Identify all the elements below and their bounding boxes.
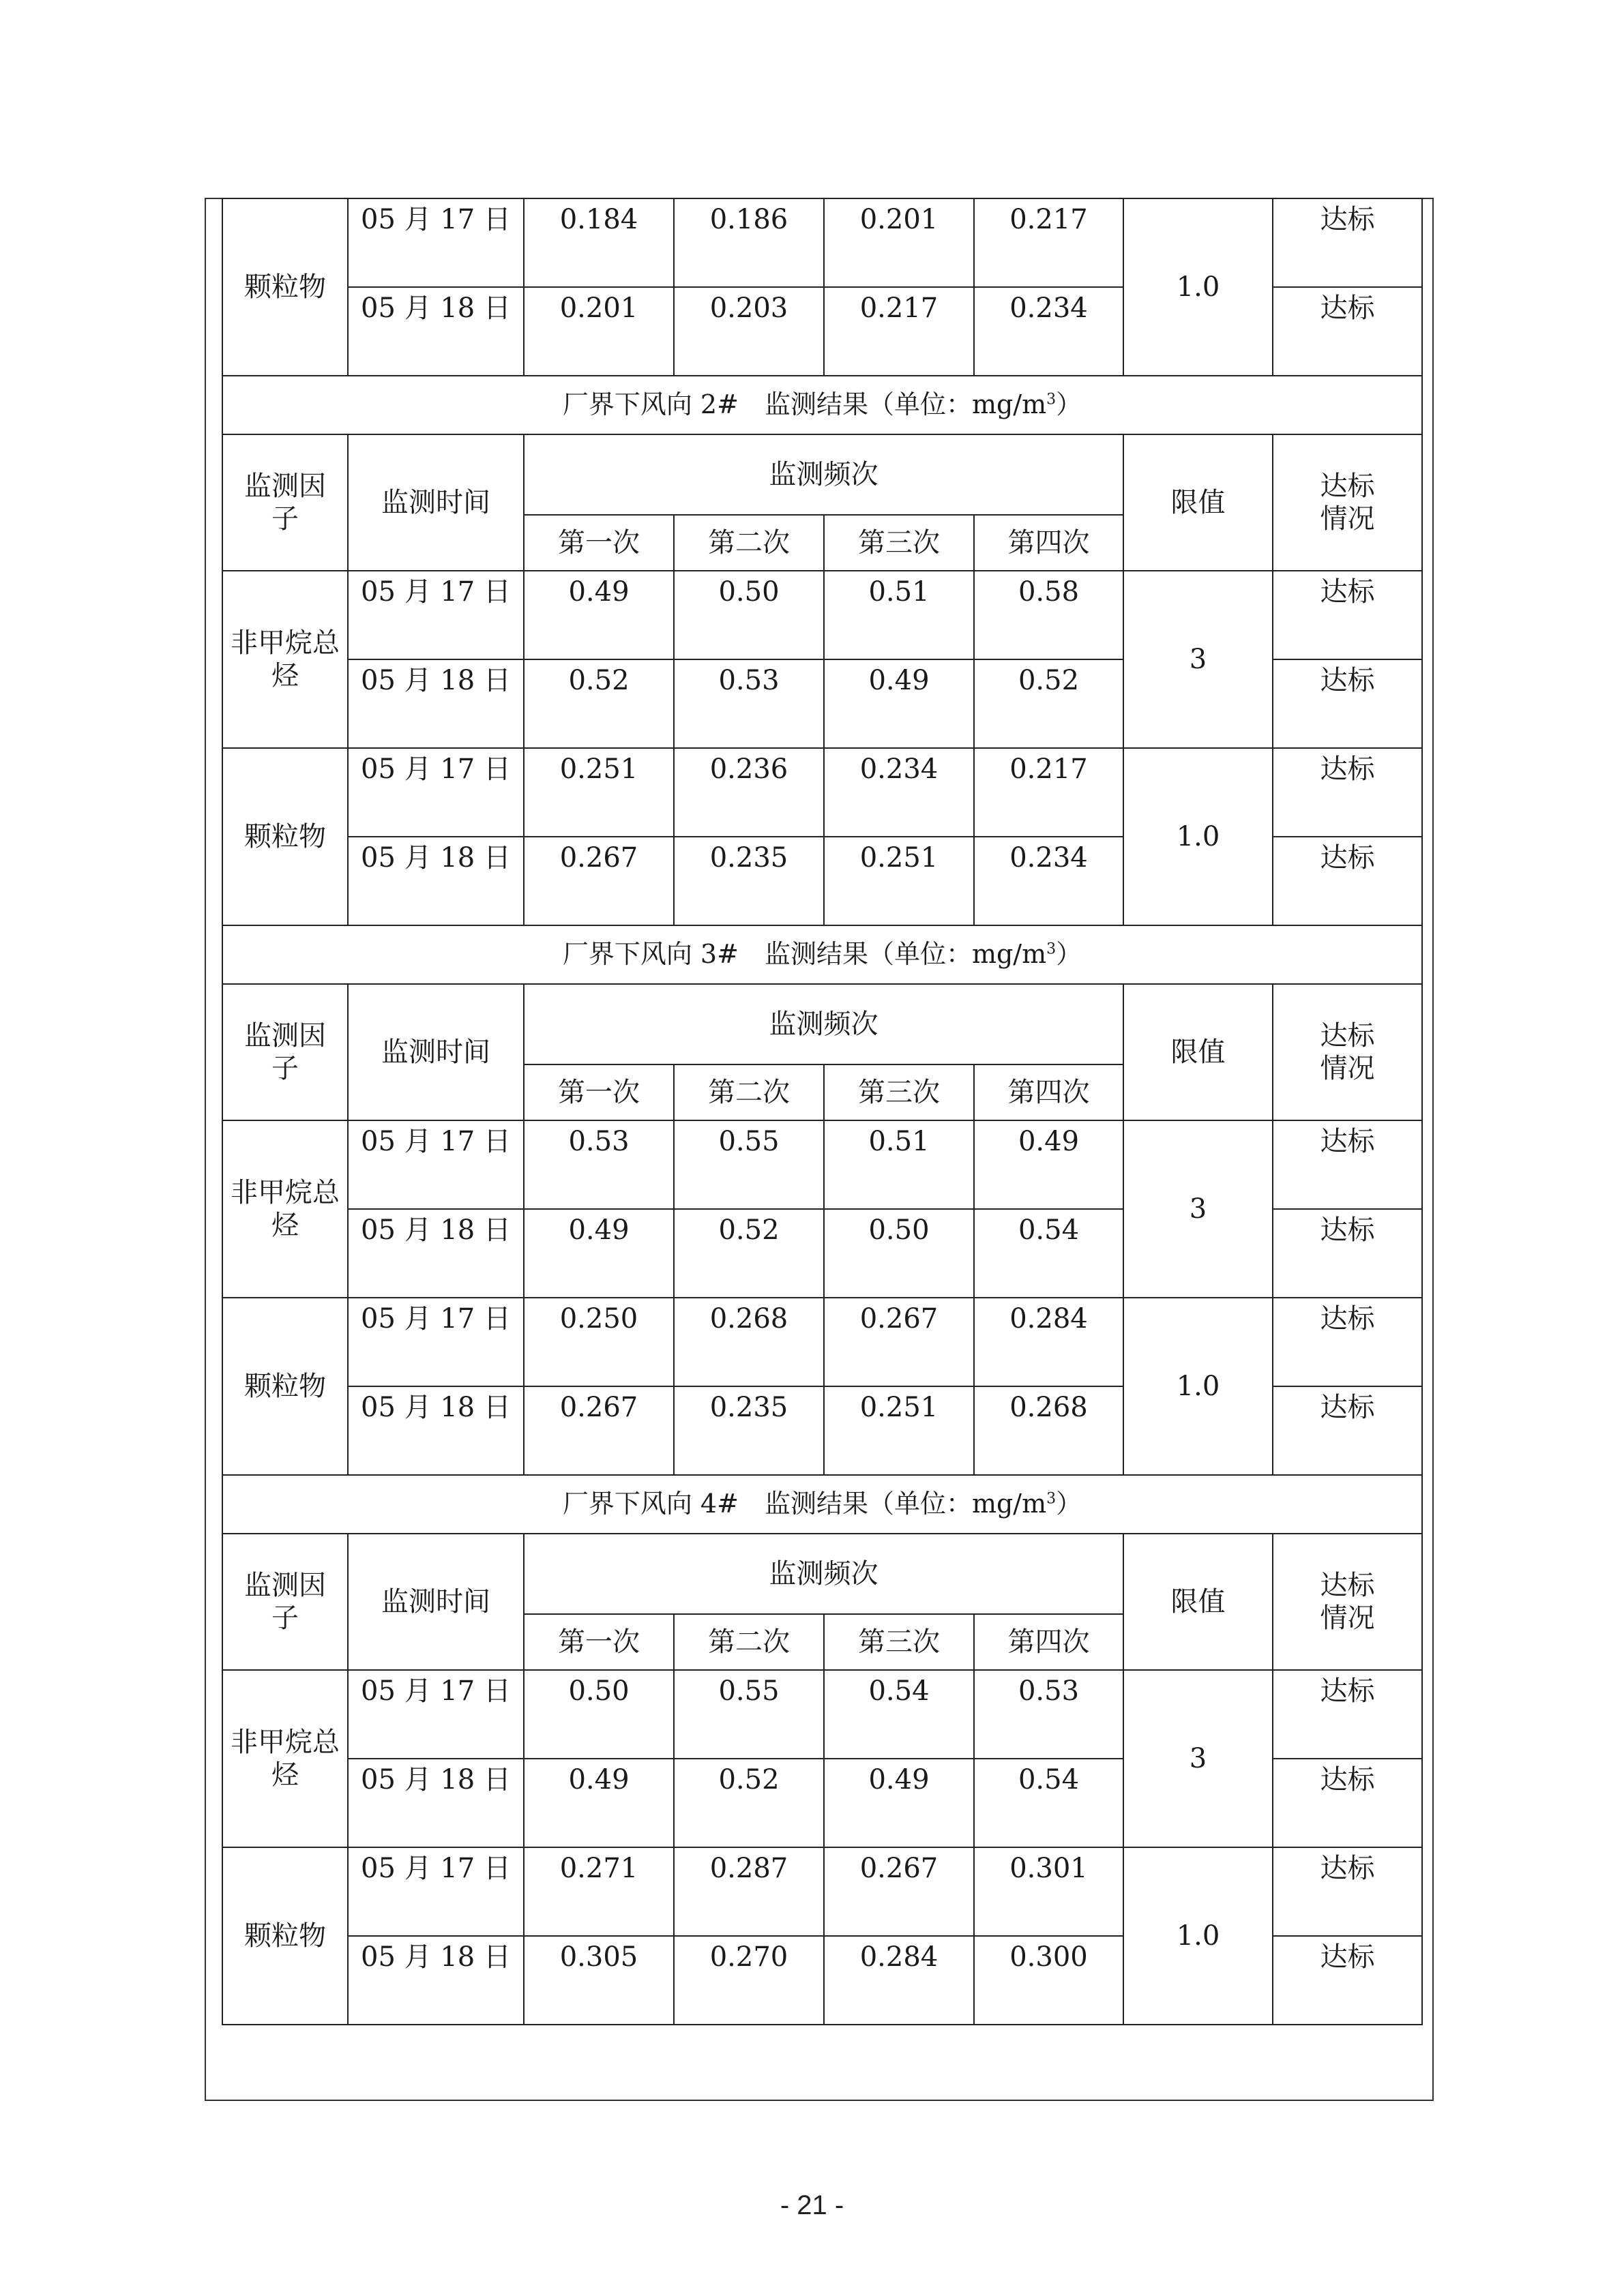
value-cell: 0.234 <box>824 748 974 837</box>
label-line: 达标 <box>1320 1570 1375 1601</box>
value-cell: 0.54 <box>974 1209 1123 1298</box>
status-cell: 达标 <box>1273 1209 1422 1298</box>
header-time: 监测时间 <box>348 984 524 1120</box>
date-cell: 05 月 18 日 <box>348 1209 524 1298</box>
section-title-row <box>222 376 1422 434</box>
label-line: 非甲烷总 <box>231 1177 340 1208</box>
header-factor <box>222 1534 348 1670</box>
value-cell: 0.49 <box>824 659 974 748</box>
value-cell: 0.267 <box>824 1847 974 1936</box>
label-line: 情况 <box>1320 1602 1375 1634</box>
status-cell: 达标 <box>1273 1298 1422 1386</box>
status-cell: 达标 <box>1273 198 1422 287</box>
date-cell: 05 月 17 日 <box>348 748 524 837</box>
label-line: 子 <box>271 1053 299 1084</box>
value-cell: 0.51 <box>824 1120 974 1209</box>
status-cell: 达标 <box>1273 287 1422 376</box>
limit-cell: 1.0 <box>1123 198 1273 376</box>
status-cell: 达标 <box>1273 1759 1422 1847</box>
value-cell: 0.234 <box>974 837 1123 925</box>
header-time-index: 第三次 <box>824 1614 974 1670</box>
header-time-index: 第二次 <box>674 1064 824 1120</box>
header-time-index: 第一次 <box>524 1064 674 1120</box>
header-status <box>1273 1534 1422 1670</box>
value-cell: 0.284 <box>974 1298 1123 1386</box>
label-line: 情况 <box>1320 1053 1375 1084</box>
label-line: 监测因 <box>244 1570 326 1601</box>
table-row <box>222 1120 1422 1209</box>
limit-cell: 3 <box>1123 1670 1273 1847</box>
limit-cell: 3 <box>1123 1120 1273 1298</box>
value-cell: 0.53 <box>524 1120 674 1209</box>
value-cell: 0.50 <box>674 571 824 659</box>
header-factor <box>222 434 348 571</box>
date-cell: 05 月 17 日 <box>348 1120 524 1209</box>
value-cell: 0.217 <box>824 287 974 376</box>
value-cell: 0.250 <box>524 1298 674 1386</box>
value-cell: 0.55 <box>674 1670 824 1759</box>
value-cell: 0.267 <box>824 1298 974 1386</box>
factor-cell: 颗粒物 <box>222 198 348 376</box>
date-cell: 05 月 17 日 <box>348 198 524 287</box>
limit-cell: 1.0 <box>1123 1847 1273 2025</box>
status-cell: 达标 <box>1273 748 1422 837</box>
factor-cell: 颗粒物 <box>222 1847 348 2025</box>
header-status <box>1273 984 1422 1120</box>
header-time-index: 第三次 <box>824 515 974 571</box>
label-line: 达标 <box>1320 471 1375 502</box>
status-cell: 达标 <box>1273 837 1422 925</box>
date-cell: 05 月 18 日 <box>348 1936 524 2025</box>
table-row <box>222 1847 1422 1936</box>
value-cell: 0.270 <box>674 1936 824 2025</box>
value-cell: 0.267 <box>524 1386 674 1475</box>
header-limit: 限值 <box>1123 984 1273 1120</box>
value-cell: 0.268 <box>974 1386 1123 1475</box>
header-time-index: 第二次 <box>674 515 824 571</box>
value-cell: 0.54 <box>824 1670 974 1759</box>
value-cell: 0.49 <box>824 1759 974 1847</box>
section-title-text: 厂界下风向 3# 监测结果（单位：mg/m <box>562 939 1047 970</box>
value-cell: 0.305 <box>524 1936 674 2025</box>
header-limit: 限值 <box>1123 434 1273 571</box>
table-row <box>222 748 1422 837</box>
section-title-row <box>222 925 1422 984</box>
status-cell: 达标 <box>1273 659 1422 748</box>
date-cell: 05 月 18 日 <box>348 837 524 925</box>
header-time-index: 第四次 <box>974 1064 1123 1120</box>
value-cell: 0.271 <box>524 1847 674 1936</box>
value-cell: 0.251 <box>824 837 974 925</box>
label-line: 子 <box>271 503 299 535</box>
value-cell: 0.49 <box>524 1759 674 1847</box>
section-title-end: ） <box>1056 939 1082 970</box>
value-cell: 0.235 <box>674 1386 824 1475</box>
value-cell: 0.49 <box>524 571 674 659</box>
value-cell: 0.49 <box>524 1209 674 1298</box>
value-cell: 0.184 <box>524 198 674 287</box>
table-row <box>222 198 1422 287</box>
label-line: 监测因 <box>244 1020 326 1052</box>
section-title <box>222 376 1422 434</box>
value-cell: 0.50 <box>824 1209 974 1298</box>
value-cell: 0.287 <box>674 1847 824 1936</box>
label-line: 烃 <box>271 660 299 691</box>
status-cell: 达标 <box>1273 1386 1422 1475</box>
value-cell: 0.53 <box>974 1670 1123 1759</box>
value-cell: 0.53 <box>674 659 824 748</box>
page-number: - 21 - <box>780 2190 844 2220</box>
value-cell: 0.50 <box>524 1670 674 1759</box>
header-frequency: 监测频次 <box>524 984 1123 1064</box>
header-row <box>222 984 1422 1064</box>
header-time-index: 第三次 <box>824 1064 974 1120</box>
status-cell: 达标 <box>1273 1936 1422 2025</box>
header-status <box>1273 434 1422 571</box>
value-cell: 0.186 <box>674 198 824 287</box>
header-time-index: 第四次 <box>974 1614 1123 1670</box>
value-cell: 0.51 <box>824 571 974 659</box>
value-cell: 0.52 <box>974 659 1123 748</box>
unit-superscript: 3 <box>1046 940 1057 958</box>
header-time: 监测时间 <box>348 434 524 571</box>
value-cell: 0.54 <box>974 1759 1123 1847</box>
label-line: 子 <box>271 1602 299 1634</box>
value-cell: 0.52 <box>674 1759 824 1847</box>
label-line: 达标 <box>1320 1020 1375 1052</box>
section-title <box>222 925 1422 984</box>
value-cell: 0.267 <box>524 837 674 925</box>
value-cell: 0.268 <box>674 1298 824 1386</box>
status-cell: 达标 <box>1273 1847 1422 1936</box>
value-cell: 0.235 <box>674 837 824 925</box>
factor-cell: 颗粒物 <box>222 1298 348 1475</box>
status-cell: 达标 <box>1273 1120 1422 1209</box>
unit-superscript: 3 <box>1046 391 1057 408</box>
value-cell: 0.52 <box>674 1209 824 1298</box>
label-line: 烃 <box>271 1759 299 1791</box>
section-title <box>222 1475 1422 1534</box>
value-cell: 0.217 <box>974 748 1123 837</box>
value-cell: 0.52 <box>524 659 674 748</box>
table-row <box>222 571 1422 659</box>
label-line: 监测因 <box>244 471 326 502</box>
value-cell: 0.201 <box>824 198 974 287</box>
section-title-text: 厂界下风向 4# 监测结果（单位：mg/m <box>562 1489 1047 1519</box>
header-time: 监测时间 <box>348 1534 524 1670</box>
header-limit: 限值 <box>1123 1534 1273 1670</box>
unit-superscript: 3 <box>1046 1490 1057 1508</box>
table-body <box>222 198 1422 2025</box>
section-title-text: 厂界下风向 2# 监测结果（单位：mg/m <box>562 389 1047 420</box>
value-cell: 0.301 <box>974 1847 1123 1936</box>
value-cell: 0.201 <box>524 287 674 376</box>
factor-cell <box>222 571 348 748</box>
date-cell: 05 月 17 日 <box>348 1670 524 1759</box>
factor-cell <box>222 1120 348 1298</box>
section-title-end: ） <box>1056 389 1082 420</box>
value-cell: 0.251 <box>524 748 674 837</box>
value-cell: 0.49 <box>974 1120 1123 1209</box>
header-time-index: 第一次 <box>524 515 674 571</box>
header-frequency: 监测频次 <box>524 434 1123 515</box>
header-time-index: 第一次 <box>524 1614 674 1670</box>
value-cell: 0.284 <box>824 1936 974 2025</box>
status-cell: 达标 <box>1273 1670 1422 1759</box>
date-cell: 05 月 17 日 <box>348 1847 524 1936</box>
value-cell: 0.251 <box>824 1386 974 1475</box>
label-line: 非甲烷总 <box>231 627 340 659</box>
table-row <box>222 1298 1422 1386</box>
date-cell: 05 月 17 日 <box>348 1298 524 1386</box>
date-cell: 05 月 17 日 <box>348 571 524 659</box>
label-line: 情况 <box>1320 503 1375 535</box>
label-line: 非甲烷总 <box>231 1727 340 1758</box>
limit-cell: 3 <box>1123 571 1273 748</box>
date-cell: 05 月 18 日 <box>348 1759 524 1847</box>
value-cell: 0.217 <box>974 198 1123 287</box>
value-cell: 0.203 <box>674 287 824 376</box>
limit-cell: 1.0 <box>1123 1298 1273 1475</box>
table-row <box>222 1670 1422 1759</box>
header-frequency: 监测频次 <box>524 1534 1123 1614</box>
factor-cell <box>222 1670 348 1847</box>
header-factor <box>222 984 348 1120</box>
header-row <box>222 1534 1422 1614</box>
section-title-row <box>222 1475 1422 1534</box>
date-cell: 05 月 18 日 <box>348 659 524 748</box>
header-time-index: 第二次 <box>674 1614 824 1670</box>
value-cell: 0.300 <box>974 1936 1123 2025</box>
date-cell: 05 月 18 日 <box>348 287 524 376</box>
limit-cell: 1.0 <box>1123 748 1273 925</box>
value-cell: 0.55 <box>674 1120 824 1209</box>
monitoring-results-table <box>222 198 1423 2025</box>
status-cell: 达标 <box>1273 571 1422 659</box>
label-line: 烃 <box>271 1210 299 1241</box>
value-cell: 0.58 <box>974 571 1123 659</box>
header-time-index: 第四次 <box>974 515 1123 571</box>
value-cell: 0.236 <box>674 748 824 837</box>
date-cell: 05 月 18 日 <box>348 1386 524 1475</box>
value-cell: 0.234 <box>974 287 1123 376</box>
section-title-end: ） <box>1056 1489 1082 1519</box>
header-row <box>222 434 1422 515</box>
factor-cell: 颗粒物 <box>222 748 348 925</box>
